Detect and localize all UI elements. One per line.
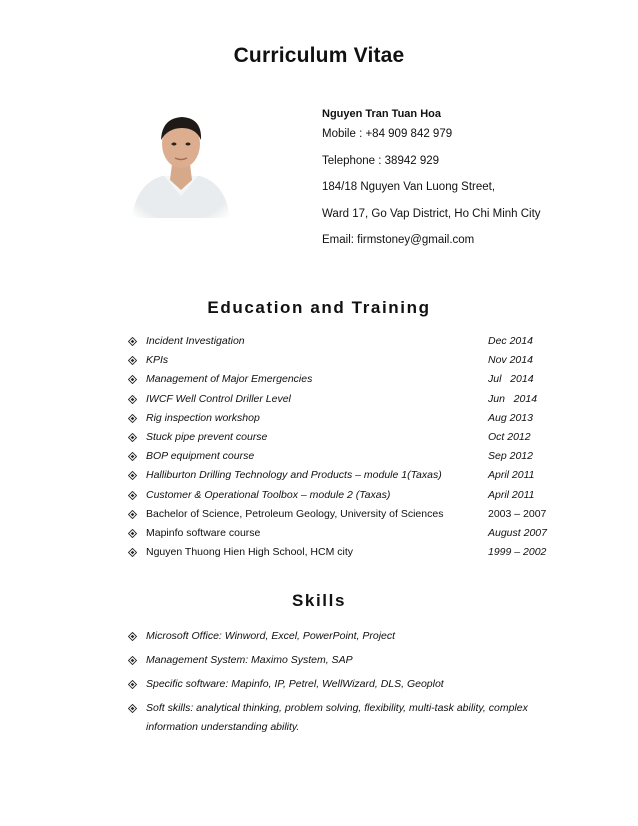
- course-date: Nov 2014: [488, 354, 533, 367]
- course-date: April 2011: [488, 488, 535, 501]
- list-item: [128, 699, 568, 737]
- diamond-bullet-icon: [128, 632, 137, 641]
- diamond-bullet-icon: [128, 337, 137, 346]
- education-heading: Education and Training: [207, 298, 431, 317]
- course-date: 1999 – 2002: [488, 546, 547, 559]
- profile-photo: [122, 104, 240, 218]
- mobile-number: Mobile : +84 909 842 979: [322, 128, 453, 140]
- skills-list: [128, 627, 568, 742]
- course-name: Incident Investigation: [146, 335, 245, 347]
- course-name: BOP equipment course: [146, 450, 255, 463]
- diamond-bullet-icon: [128, 375, 137, 384]
- list-item: [128, 489, 588, 508]
- course-date: Jun 2014: [488, 392, 538, 405]
- education-list: [128, 335, 588, 565]
- list-item: [128, 508, 588, 527]
- diamond-bullet-icon: [128, 433, 137, 442]
- list-item: [128, 335, 588, 354]
- skill-text: Soft skills: analytical thinking, problem solving, flexibility, multi-task ability, complex information understanding ability.: [146, 702, 528, 733]
- list-item: [128, 651, 568, 670]
- skill-text: Specific software: Mapinfo, IP, Petrel, WellWizard, DLS, Geoplot: [146, 678, 444, 690]
- list-item: [128, 675, 568, 694]
- telephone-number: Telephone : 38942 929: [322, 154, 440, 167]
- skill-text: Microsoft Office: Winword, Excel, PowerPoint, Project: [146, 630, 396, 642]
- list-item: [128, 527, 588, 546]
- course-date: Oct 2012: [488, 430, 531, 443]
- diamond-bullet-icon: [128, 680, 137, 689]
- diamond-bullet-icon: [128, 471, 137, 480]
- course-date: 2003 – 2007: [488, 507, 547, 520]
- address-district: Ward 17, Go Vap District, Ho Chi Minh City: [322, 207, 541, 220]
- skill-text: Management System: Maximo System, SAP: [146, 654, 353, 666]
- diamond-bullet-icon: [128, 548, 137, 557]
- diamond-bullet-icon: [128, 395, 137, 404]
- list-item: [128, 546, 588, 565]
- list-item: [128, 412, 588, 431]
- diamond-bullet-icon: [128, 529, 137, 538]
- course-name: Rig inspection workshop: [146, 411, 260, 424]
- email-address: Email: firmstoney@gmail.com: [322, 234, 475, 246]
- list-item: [128, 627, 568, 646]
- course-name: Halliburton Drilling Technology and Products – module 1(Taxas): [146, 469, 442, 482]
- course-name: KPIs: [146, 354, 169, 367]
- course-date: Aug 2013: [488, 411, 533, 424]
- list-item: [128, 431, 588, 450]
- diamond-bullet-icon: [128, 356, 137, 365]
- diamond-bullet-icon: [128, 452, 137, 461]
- candidate-name: Nguyen Tran Tuan Hoa: [322, 108, 441, 120]
- course-name: Mapinfo software course: [146, 526, 261, 539]
- diamond-bullet-icon: [128, 656, 137, 665]
- course-date: August 2007: [488, 526, 547, 539]
- diamond-bullet-icon: [128, 704, 137, 713]
- list-item: [128, 373, 588, 392]
- course-name: Management of Major Emergencies: [146, 373, 313, 386]
- list-item: [128, 393, 588, 412]
- course-date: Sep 2012: [488, 450, 533, 463]
- list-item: [128, 354, 588, 373]
- page-title: Curriculum Vitae: [233, 44, 405, 67]
- list-item: [128, 469, 588, 488]
- course-name: Stuck pipe prevent course: [146, 430, 268, 443]
- contact-block: [322, 108, 541, 261]
- course-name: IWCF Well Control Driller Level: [146, 392, 291, 405]
- course-name: Customer & Operational Toolbox – module 2 (Taxas): [146, 488, 391, 501]
- course-date: Dec 2014: [488, 335, 533, 347]
- course-date: Jul 2014: [488, 373, 534, 386]
- diamond-bullet-icon: [128, 491, 137, 500]
- diamond-bullet-icon: [128, 414, 137, 423]
- diamond-bullet-icon: [128, 510, 137, 519]
- course-date: April 2011: [488, 469, 535, 482]
- course-name: Bachelor of Science, Petroleum Geology, University of Sciences: [146, 507, 444, 520]
- list-item: [128, 450, 588, 469]
- skills-heading: Skills: [291, 591, 347, 610]
- address-street: 184/18 Nguyen Van Luong Street,: [322, 181, 496, 193]
- course-name: Nguyen Thuong Hien High School, HCM city: [146, 546, 353, 559]
